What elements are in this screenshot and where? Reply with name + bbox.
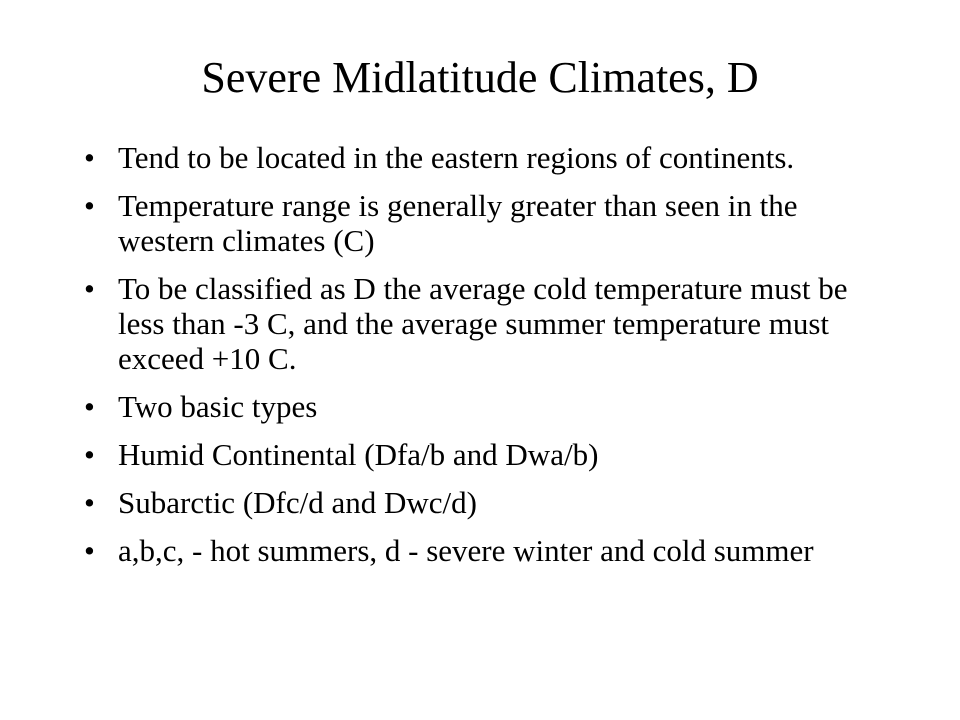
bullet-item	[84, 271, 874, 376]
bullet-item	[84, 188, 874, 258]
bullet-marker: •	[84, 140, 95, 175]
bullet-marker: •	[84, 485, 95, 520]
bullet-list	[84, 140, 874, 581]
bullet-item	[84, 389, 874, 424]
bullet-text: To be classified as D the average cold temperature must be less than -3 C, and the average summer temperature must exceed +10 C.	[118, 271, 848, 376]
bullet-text: Two basic types	[118, 389, 318, 424]
bullet-marker: •	[84, 389, 95, 424]
bullet-item	[84, 485, 874, 520]
bullet-marker: •	[84, 533, 95, 568]
bullet-text: a,b,c, - hot summers, d - severe winter and cold summer	[118, 533, 814, 568]
bullet-item	[84, 533, 874, 568]
slide-title: Severe Midlatitude Climates, D	[201, 53, 759, 102]
bullet-marker: •	[84, 188, 95, 223]
bullet-item	[84, 437, 874, 472]
bullet-text: Humid Continental (Dfa/b and Dwa/b)	[118, 437, 599, 472]
bullet-text: Subarctic (Dfc/d and Dwc/d)	[118, 485, 477, 520]
bullet-marker: •	[84, 271, 95, 306]
bullet-item	[84, 140, 874, 175]
bullet-marker: •	[84, 437, 95, 472]
bullet-text: Temperature range is generally greater than seen in the western climates (C)	[118, 188, 798, 258]
bullet-text: Tend to be located in the eastern regions of continents.	[118, 140, 795, 175]
